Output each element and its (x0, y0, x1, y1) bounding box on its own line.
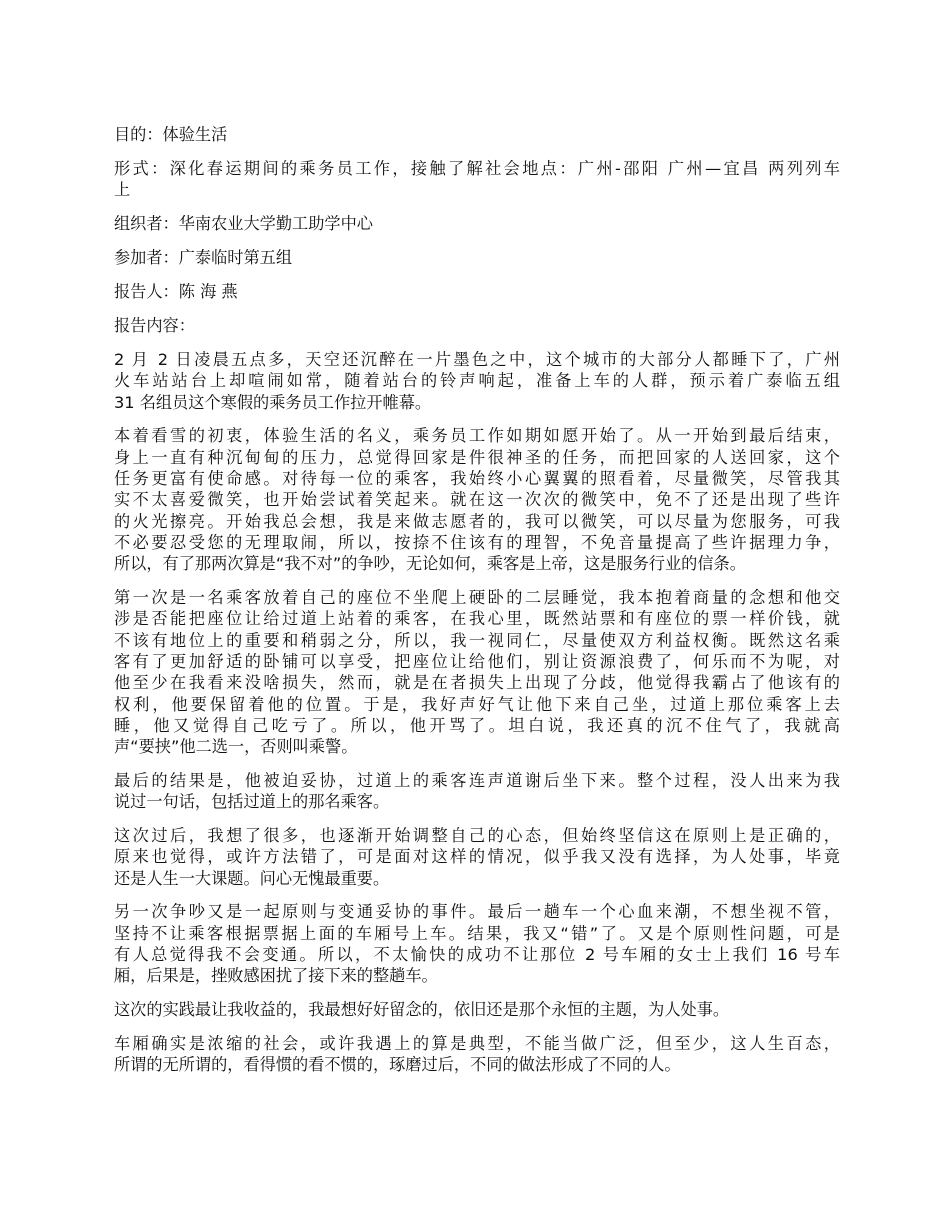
paragraph-line: 有人总觉得我不会变通。所以，不太愉快的成功不让那位 2 号车厢的女士上我们 16 号车 (114, 945, 840, 965)
paragraph-line: 这次的实践最让我收益的，我最想好好留念的，依旧还是那个永恒的主题，为人处事。 (114, 1000, 730, 1020)
report-paragraph (114, 1033, 840, 1076)
paragraph-line: 他至少在我看来没啥损失，然而，就是在者损失上出现了分歧，他觉得我霸占了他该有的 (114, 673, 840, 693)
paragraph-line: 最后的结果是，他被迫妥协，过道上的乘客连声道谢后坐下来。整个过程，没人出来为我 (114, 770, 840, 790)
participants-line: 参加者：广泰临时第五组 (114, 248, 293, 268)
paragraph-line: 厢，后果是，挫败感困扰了接下来的整趟车。 (114, 966, 438, 986)
paragraph-line: 第一次是一名乘客放着自己的座位不坐爬上硬卧的二层睡觉，我本抱着商量的念想和他交 (114, 588, 840, 608)
organizer-line: 组织者：华南农业大学勤工助学中心 (114, 214, 373, 234)
paragraph-line: 所谓的无所谓的，看得惯的看不惯的，琢磨过后，不同的做法形成了不同的人。 (114, 1055, 681, 1075)
paragraph-line: 火车站站台上却喧闹如常，随着站台的铃声响起，准备上车的人群，预示着广泰临五组 (114, 371, 840, 391)
paragraph-line: 权利，他要保留着他的位置。于是，我好声好气让他下来自己坐，过道上那位乘客上去 (114, 694, 840, 714)
report-paragraph (114, 999, 840, 1020)
paragraph-line: 实不太喜爱微笑，也开始尝试着笑起来。就在这一次次的微笑中，免不了还是出现了些许 (114, 490, 840, 510)
paragraph-line: 不必要忍受您的无理取闹，所以，按捺不住该有的理智，不免音量提高了些许据理力争， (114, 532, 840, 552)
paragraph-line: 声“要挟”他二选一，否则叫乘警。 (114, 737, 358, 757)
paragraph-line: 另一次争吵又是一起原则与变通妥协的事件。最后一趟车一个心血来潮，不想坐视不管， (114, 902, 840, 922)
paragraph-line: 31 名组员这个寒假的乘务员工作拉开帷幕。 (114, 392, 432, 412)
paragraph-line: 本着看雪的初衷，体验生活的名义，乘务员工作如期如愿开始了。从一开始到最后结束， (114, 426, 840, 446)
report-paragraph (114, 349, 840, 413)
report-paragraph (114, 901, 840, 986)
paragraph-line: 涉是否能把座位让给过道上站着的乘客，在我心里，既然站票和有座位的票一样价钱，就 (114, 609, 840, 629)
paragraph-line: 的火光擦亮。开始我总会想，我是来做志愿者的，我可以微笑，可以尽量为您服务，可我 (114, 511, 840, 531)
report-paragraph (114, 825, 840, 889)
reporter-line: 报告人：陈 海 燕 (114, 282, 238, 302)
report-content (114, 349, 840, 1075)
report-paragraph (114, 425, 840, 574)
document-body (114, 124, 840, 1088)
form-line: 形式：深化春运期间的乘务员工作，接触了解社会地点：广州-邵阳 广州—宜昌 两列列车 (114, 159, 840, 178)
paragraph-line: 身上一直有种沉甸甸的压力，总觉得回家是件很神圣的任务，而把回家的人送回家，这个 (114, 447, 840, 467)
paragraph-line: 车厢确实是浓缩的社会，或许我遇上的算是典型，不能当做广泛，但至少，这人生百态， (114, 1033, 840, 1053)
paragraph-line: 不该有地位上的重要和稍弱之分，所以，我一视同仁，尽量使双方利益权衡。既然这名乘 (114, 630, 840, 650)
paragraph-line: 所以，有了那两次算是“我不对”的争吵，无论如何，乘客是上帝，这是服务行业的信条。 (114, 554, 746, 574)
report-paragraph (114, 770, 840, 813)
paragraph-line: 客有了更加舒适的卧铺可以享受，把座位让给他们，别让资源浪费了，何乐而不为呢，对 (114, 651, 840, 671)
paragraph-line: 坚持不让乘客根据票据上面的车厢号上车。结果，我又“错”了。又是个原则性问题，可是 (114, 923, 840, 943)
paragraph-line: 2 月 2 日凌晨五点多，天空还沉醉在一片墨色之中，这个城市的大部分人都睡下了，广州 (114, 350, 840, 370)
paragraph-line: 这次过后，我想了很多，也逐渐开始调整自己的心态，但始终坚信这在原则上是正确的， (114, 826, 840, 846)
purpose-line: 目的：体验生活 (114, 125, 228, 144)
paragraph-line: 任务更富有使命感。对待每一位的乘客，我始终小心翼翼的照看着，尽量微笑，尽管我其 (114, 469, 840, 489)
report-paragraph (114, 587, 840, 757)
paragraph-line: 还是人生一大课题。问心无愧最重要。 (114, 868, 390, 888)
form-paragraph (114, 158, 840, 201)
paragraph-line: 原来也觉得，或许方法错了，可是面对这样的情况，似乎我又没有选择，为人处事，毕竟 (114, 847, 840, 867)
form-line: 上 (114, 180, 131, 200)
content-label: 报告内容： (114, 316, 195, 336)
paragraph-line: 说过一句话，包括过道上的那名乘客。 (114, 792, 390, 812)
paragraph-line: 睡，他又觉得自己吃亏了。所以，他开骂了。坦白说，我还真的沉不住气了，我就高 (114, 715, 840, 735)
